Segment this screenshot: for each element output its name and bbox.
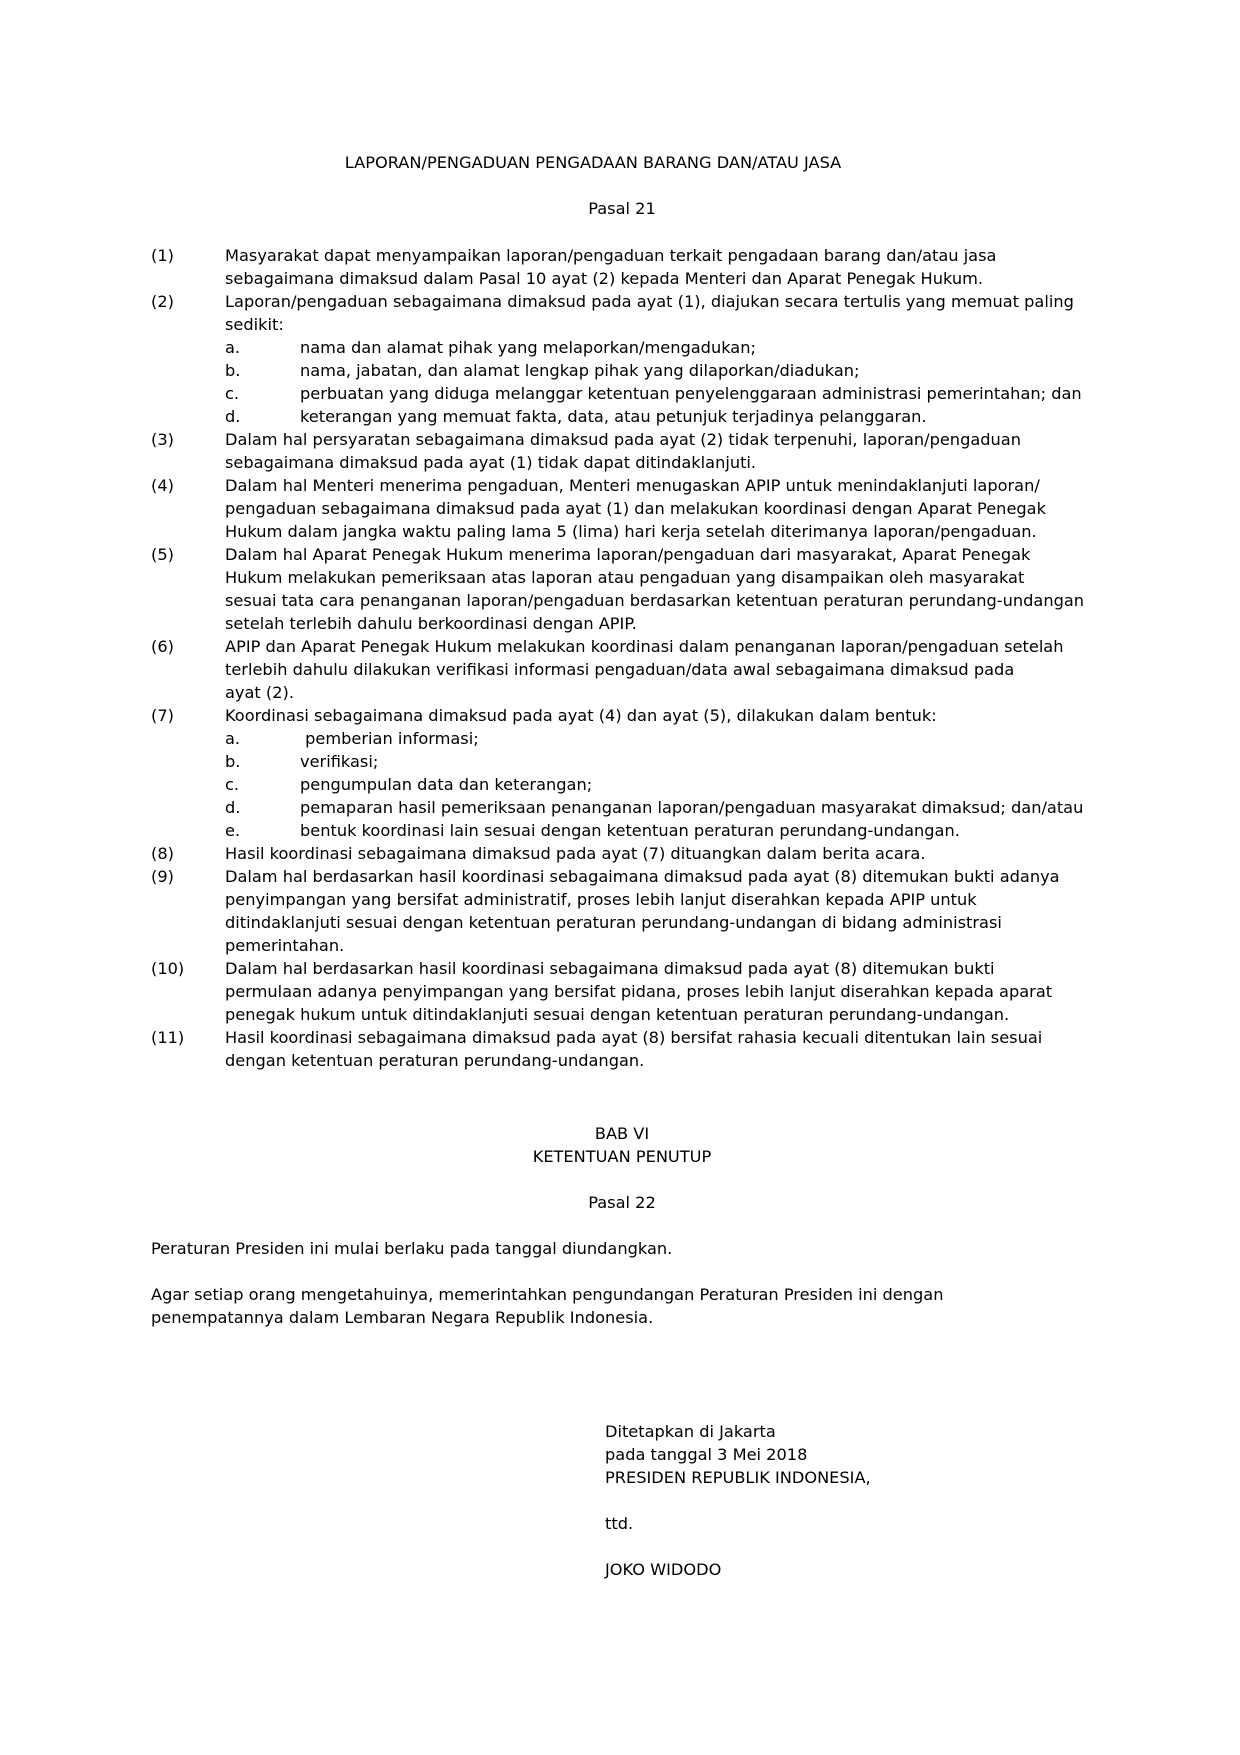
signatory-name: JOKO WIDODO — [605, 1560, 722, 1579]
ayat-item — [151, 474, 1071, 543]
sub-item-letter: b. — [225, 752, 241, 771]
ayat-text-line: Dalam hal berdasarkan hasil koordinasi sebagaimana dimaksud pada ayat (8) ditemukan bukti — [225, 959, 995, 978]
signature-office: PRESIDEN REPUBLIK INDONESIA, — [605, 1468, 871, 1487]
ayat-text-line: penegak hukum untuk ditindaklanjuti sesuai dengan ketentuan peraturan perundang-undangan. — [225, 1005, 1010, 1024]
sub-item — [225, 819, 1071, 842]
ayat-text-line: Laporan/pengaduan sebagaimana dimaksud pada ayat (1), diajukan secara tertulis yang memuat paling — [225, 292, 1074, 311]
ayat-number: (1) — [151, 246, 174, 265]
sub-item — [225, 750, 1071, 773]
ayat-number: (11) — [151, 1028, 185, 1047]
effective-clause: Peraturan Presiden ini mulai berlaku pada tanggal diundangkan. — [151, 1239, 673, 1258]
ayat-item — [151, 704, 1084, 842]
ayat-number: (3) — [151, 430, 174, 449]
sub-item-text: pemberian informasi; — [300, 729, 479, 748]
ayat-text-line: Dalam hal persyaratan sebagaimana dimaksud pada ayat (2) tidak terpenuhi, laporan/pengaduan — [225, 430, 1021, 449]
ayat-text-line: Dalam hal berdasarkan hasil koordinasi sebagaimana dimaksud pada ayat (8) ditemukan bukti adanya — [225, 867, 1060, 886]
ayat-number: (4) — [151, 476, 174, 495]
ayat-number: (8) — [151, 844, 174, 863]
ayat-text-line: sesuai tata cara penanganan laporan/pengaduan berdasarkan ketentuan peraturan perundang-undangan — [225, 591, 1085, 610]
ayat-number: (5) — [151, 545, 174, 564]
ayat-item — [151, 842, 1071, 865]
ayat-number: (9) — [151, 867, 174, 886]
signature-date: pada tanggal 3 Mei 2018 — [605, 1445, 808, 1464]
sub-item — [225, 405, 1071, 428]
ayat-text-line: permulaan adanya penyimpangan yang bersifat pidana, proses lebih lanjut diserahkan kepada aparat — [225, 982, 1053, 1001]
ayat-number: (6) — [151, 637, 174, 656]
ayat-text-line: ayat (2). — [225, 683, 294, 702]
ayat-text-line: pengaduan sebagaimana dimaksud pada ayat (1) dan melakukan koordinasi dengan Aparat Penegak — [225, 499, 1046, 518]
sub-item — [225, 359, 1071, 382]
ayat-item — [151, 244, 1071, 290]
sub-item-text: keterangan yang memuat fakta, data, atau petunjuk terjadinya pelanggaran. — [300, 407, 927, 426]
ayat-text-line: sedikit: — [225, 315, 284, 334]
sub-item — [225, 382, 1082, 405]
ayat-number: (7) — [151, 706, 174, 725]
ayat-text-line: Dalam hal Aparat Penegak Hukum menerima laporan/pengaduan dari masyarakat, Aparat Penegak — [225, 545, 1031, 564]
ayat-item — [151, 957, 1071, 1026]
promulgation-line: penempatannya dalam Lembaran Negara Republik Indonesia. — [151, 1308, 654, 1327]
ayat-item — [151, 428, 1071, 474]
sub-item-text: nama, jabatan, dan alamat lengkap pihak yang dilaporkan/diadukan; — [300, 361, 860, 380]
ayat-text-line: APIP dan Aparat Penegak Hukum melakukan koordinasi dalam penanganan laporan/pengaduan setelah — [225, 637, 1064, 656]
sub-item-letter: a. — [225, 338, 241, 357]
sub-item-letter: a. — [225, 729, 241, 748]
sub-item-letter: d. — [225, 407, 241, 426]
ayat-text-line: Koordinasi sebagaimana dimaksud pada ayat (4) dan ayat (5), dilakukan dalam bentuk: — [225, 706, 937, 725]
sub-item — [225, 336, 1071, 359]
sub-item-text: perbuatan yang diduga melanggar ketentuan penyelenggaraan administrasi pemerintahan; dan — [300, 384, 1082, 403]
sub-item — [225, 773, 1071, 796]
sub-item-letter: e. — [225, 821, 241, 840]
signature-ttd: ttd. — [605, 1514, 634, 1533]
sub-item-letter: b. — [225, 361, 241, 380]
sub-item-text: verifikasi; — [300, 752, 379, 771]
sub-item — [225, 727, 1071, 750]
ayat-text-line: setelah terlebih dahulu berkoordinasi dengan APIP. — [225, 614, 637, 633]
ayat-item — [151, 290, 1082, 428]
sub-item-text: pemaparan hasil pemeriksaan penanganan laporan/pengaduan masyarakat dimaksud; dan/atau — [300, 798, 1084, 817]
ayat-text-line: pemerintahan. — [225, 936, 345, 955]
ayat-text-line: sebagaimana dimaksud pada ayat (1) tidak dapat ditindaklanjuti. — [225, 453, 757, 472]
promulgation-line: Agar setiap orang mengetahuinya, memerintahkan pengundangan Peraturan Presiden ini dengan — [151, 1285, 944, 1304]
sub-item-text: nama dan alamat pihak yang melaporkan/mengadukan; — [300, 338, 756, 357]
sub-item-letter: d. — [225, 798, 241, 817]
pasal-22-heading: Pasal 22 — [588, 1193, 656, 1212]
document-title: LAPORAN/PENGADUAN PENGADAAN BARANG DAN/ATAU JASA — [344, 153, 842, 172]
ayat-number: (10) — [151, 959, 185, 978]
ayat-text-line: Dalam hal Menteri menerima pengaduan, Menteri menugaskan APIP untuk menindaklanjuti laporan/ — [225, 476, 1040, 495]
ayat-text-line: terlebih dahulu dilakukan verifikasi informasi pengaduan/data awal sebagaimana dimaksud pada — [225, 660, 1015, 679]
ayat-text-line: Hasil koordinasi sebagaimana dimaksud pada ayat (7) dituangkan dalam berita acara. — [225, 844, 926, 863]
bab-title: KETENTUAN PENUTUP — [532, 1147, 712, 1166]
sub-item-text: pengumpulan data dan keterangan; — [300, 775, 593, 794]
ayat-item — [151, 635, 1071, 704]
sub-item — [225, 796, 1084, 819]
ayat-item — [151, 543, 1085, 635]
signature-place: Ditetapkan di Jakarta — [605, 1422, 776, 1441]
bab-heading: BAB VI — [594, 1124, 650, 1143]
ayat-text-line: Hasil koordinasi sebagaimana dimaksud pada ayat (8) bersifat rahasia kecuali ditentukan lain sesuai — [225, 1028, 1043, 1047]
ayat-text-line: dengan ketentuan peraturan perundang-undangan. — [225, 1051, 645, 1070]
ayat-list — [151, 244, 1085, 1072]
ayat-text-line: sebagaimana dimaksud dalam Pasal 10 ayat (2) kepada Menteri dan Aparat Penegak Hukum. — [225, 269, 984, 288]
ayat-text-line: Hukum melakukan pemeriksaan atas laporan atau pengaduan yang disampaikan oleh masyarakat — [225, 568, 1025, 587]
ayat-text-line: Hukum dalam jangka waktu paling lama 5 (lima) hari kerja setelah diterimanya laporan/pengaduan. — [225, 522, 1037, 541]
pasal-21-heading: Pasal 21 — [588, 199, 656, 218]
sub-item-letter: c. — [225, 384, 240, 403]
sub-item-text: bentuk koordinasi lain sesuai dengan ketentuan peraturan perundang-undangan. — [300, 821, 960, 840]
ayat-item — [151, 865, 1071, 957]
ayat-item — [151, 1026, 1071, 1072]
ayat-text-line: ditindaklanjuti sesuai dengan ketentuan peraturan perundang-undangan di bidang administrasi — [225, 913, 1002, 932]
ayat-number: (2) — [151, 292, 174, 311]
sub-item-letter: c. — [225, 775, 240, 794]
promulgation-clause — [151, 1283, 943, 1329]
ayat-text-line: Masyarakat dapat menyampaikan laporan/pengaduan terkait pengadaan barang dan/atau jasa — [225, 246, 997, 265]
ayat-text-line: penyimpangan yang bersifat administratif, proses lebih lanjut diserahkan kepada APIP untuk — [225, 890, 977, 909]
